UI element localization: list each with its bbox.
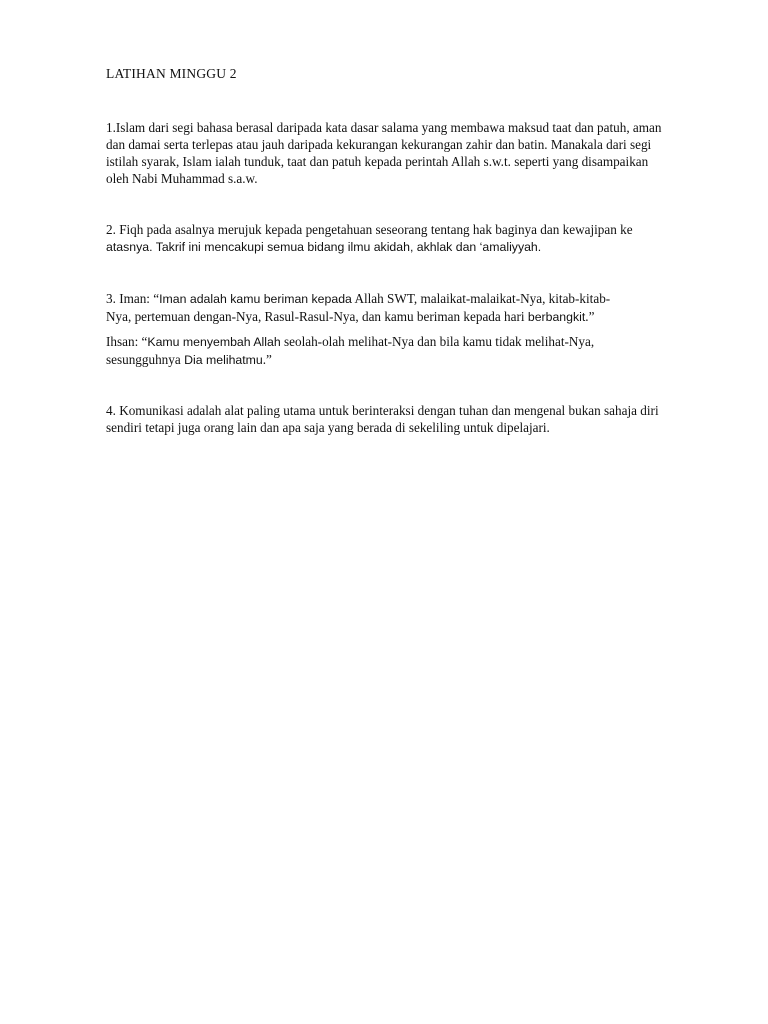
answer-3-ihsan-text: Dia melihatmu bbox=[180, 353, 263, 367]
answer-3-text: berbangkit bbox=[527, 310, 586, 324]
answer-4-paragraph bbox=[106, 402, 706, 436]
answer-3-ihsan-line bbox=[106, 333, 706, 351]
answer-3-text: Iman adalah kamu beriman kepada bbox=[159, 292, 352, 306]
answer-2-paragraph bbox=[106, 221, 706, 256]
answer-1-paragraph bbox=[106, 119, 706, 187]
answer-3-ihsan-text: .” bbox=[262, 352, 272, 367]
answer-3-text: Nya, pertemuan dengan-Nya, Rasul-Rasul-Nya, dan kamu beriman kepada hari bbox=[106, 309, 528, 324]
answer-3-ihsan-text: Kamu menyembah Allah bbox=[147, 335, 281, 349]
answer-4-line: 4. Komunikasi adalah alat paling utama untuk berinteraksi dengan tuhan dan mengenal bukan sahaja diri bbox=[106, 403, 659, 418]
answer-2-line: 2. Fiqh pada asalnya merujuk kepada pengetahuan seseorang tentang hak baginya dan kewajipan ke bbox=[106, 222, 633, 237]
answer-1-line: oleh Nabi Muhammad s.a.w. bbox=[106, 171, 258, 186]
answer-3-ihsan-text: sesungguhnya bbox=[106, 352, 181, 367]
answer-3-ihsan-line bbox=[106, 351, 706, 369]
answer-3-text: Allah SWT, malaikat-malaikat-Nya, kitab-kitab- bbox=[351, 291, 611, 306]
answer-3-text: .” bbox=[585, 309, 595, 324]
answer-1-line: dan damai serta terlepas atau jauh daripada kekurangan kekurangan zahir dan batin. Manakala dari segi bbox=[106, 137, 652, 152]
answer-3-iman-paragraph bbox=[106, 290, 706, 326]
answer-1-line: istilah syarak, Islam ialah tunduk, taat dan patuh kepada perintah Allah s.w.t. seperti yang disampaikan bbox=[106, 154, 649, 169]
answer-3-line bbox=[106, 308, 706, 326]
answer-2-text: . Takrif ini mencakupi semua bidang ilmu akidah, akhlak dan ‘amaliyyah. bbox=[149, 240, 542, 254]
answer-2-line bbox=[106, 238, 706, 256]
answer-3-ihsan-text: seolah-olah melihat-Nya dan bila kamu tidak melihat-Nya, bbox=[280, 334, 595, 349]
answer-3-ihsan-paragraph bbox=[106, 333, 706, 369]
answer-3-line bbox=[106, 290, 706, 308]
document-title: LATIHAN MINGGU 2 bbox=[106, 66, 237, 81]
answer-4-line: sendiri tetapi juga orang lain dan apa saja yang berada di sekeliling untuk dipelajari. bbox=[106, 420, 550, 435]
answer-1-line: 1.Islam dari segi bahasa berasal daripada kata dasar salama yang membawa maksud taat dan patuh, aman bbox=[106, 120, 662, 135]
answer-2-text: atasnya bbox=[106, 240, 150, 254]
answer-3-text: 3. Iman: “ bbox=[106, 291, 160, 306]
answer-3-ihsan-text: Ihsan: “ bbox=[106, 334, 148, 349]
